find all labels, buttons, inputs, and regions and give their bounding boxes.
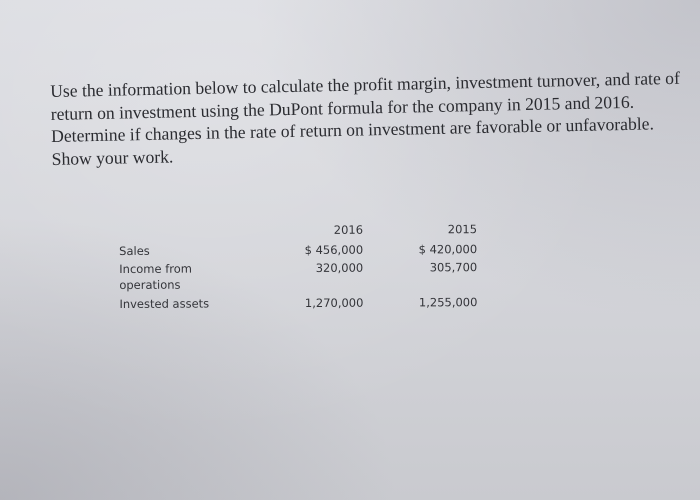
assets-2016: 1,270,000 bbox=[304, 295, 364, 311]
row-label-sales: Sales bbox=[119, 243, 150, 258]
row-label-income: Income from operations bbox=[119, 261, 193, 292]
sales-2016: $ 456,000 bbox=[304, 242, 364, 258]
income-2015: 305,700 bbox=[429, 260, 478, 275]
header-2015: 2015 bbox=[447, 222, 478, 237]
header-2016: 2016 bbox=[333, 222, 364, 237]
row-label-invested-assets: Invested assets bbox=[119, 296, 210, 311]
assets-2015: 1,255,000 bbox=[418, 295, 478, 310]
income-2016: 320,000 bbox=[315, 260, 364, 275]
question-text: Use the information below to calculate the profit margin, investment turnover, and rate of return on investment using the DuPont formula for the company in 2015 and 2016. Determine if changes in the rate of return on investment are favorable or unfavorable. Show your work. bbox=[50, 67, 681, 169]
sales-2015: $ 420,000 bbox=[418, 242, 478, 257]
